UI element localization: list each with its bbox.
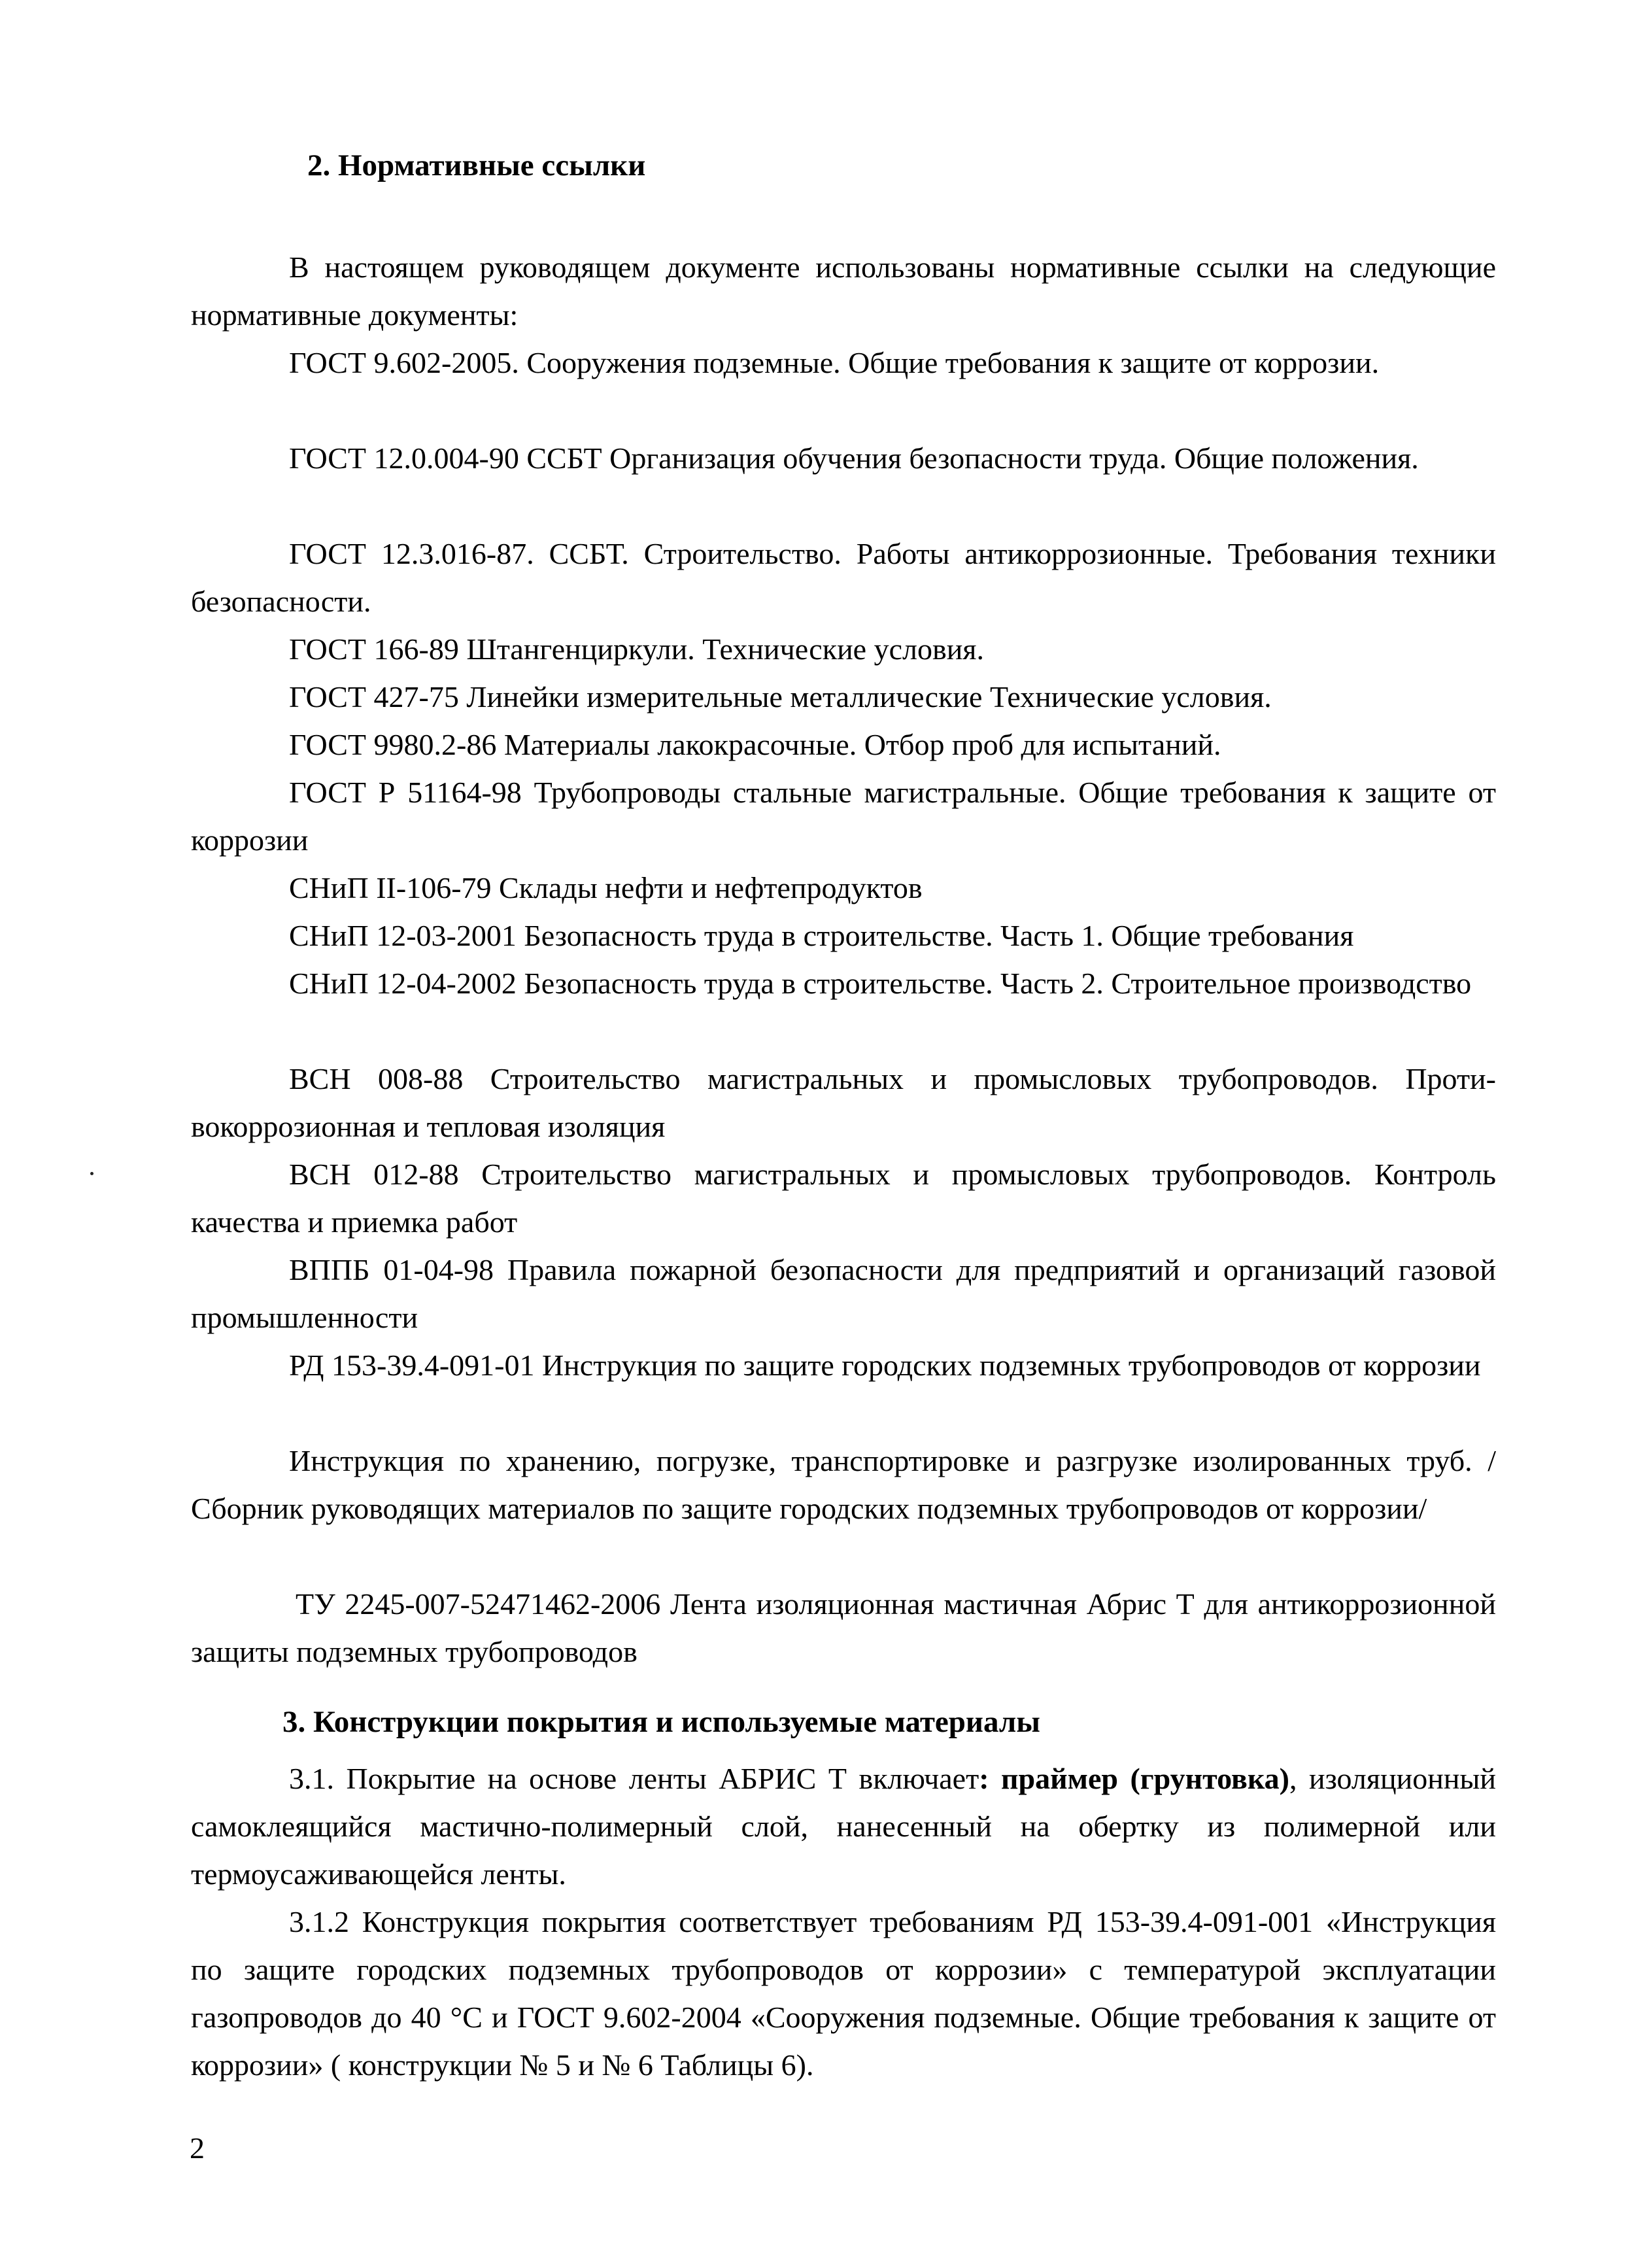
reference-item: СНиП 12-03-2001 Безопасность труда в строительстве. Часть 1. Общие требования bbox=[289, 919, 1354, 952]
reference-item: ГОСТ 9.602-2005. Сооружения подземные. Общие требования к защите от коррозии. bbox=[289, 346, 1380, 379]
bold-term: : праймер (грунтовка) bbox=[979, 1762, 1289, 1795]
reference-item: ГОСТ 12.3.016-87. ССБТ. Строительство. Работы антикоррозионные. Требования техники безопасности. bbox=[191, 537, 1496, 618]
reference-item: ВСН 012-88 Строительство магистральных и промысловых трубопроводов. Контроль качества и приемка работ bbox=[191, 1158, 1496, 1239]
reference-item: СНиП II-106-79 Склады нефти и нефтепродуктов bbox=[289, 871, 923, 904]
reference-item: ГОСТ 9980.2-86 Материалы лакокрасочные. Отбор проб для испытаний. bbox=[289, 728, 1221, 761]
section-3-paragraph-2: 3.1.2 Конструкция покрытия соответствует требованиям РД 153-39.4-091-001 «Инструкция по защите городских подземных трубопроводов от коррозии» с температурой эксплуатации газопроводов до 40 °С и ГОСТ 9.602-2004 «Сооружения подземные. Общие требования к защите от коррозии» ( конструкции № 5 и № 6 Таблицы 6). bbox=[191, 1905, 1496, 2082]
reference-item: ГОСТ 166-89 Штангенциркули. Технические условия. bbox=[289, 632, 984, 666]
reference-item: ГОСТ 12.0.004-90 ССБТ Организация обучения безопасности труда. Общие положения. bbox=[289, 441, 1419, 475]
paragraph-text: 3.1. Покрытие на основе ленты АБРИС Т включает bbox=[289, 1762, 979, 1795]
section-3-paragraph-1 bbox=[191, 1755, 1496, 1898]
reference-item: СНиП 12-04-2002 Безопасность труда в строительстве. Часть 2. Строительное производство bbox=[289, 967, 1472, 1000]
reference-item: РД 153-39.4-091-01 Инструкция по защите городских подземных трубопроводов от коррозии bbox=[289, 1349, 1481, 1382]
reference-item: ВСН 008-88 Строительство магистральных и промысловых трубопроводов. Противокоррозионная и тепловая изоляция bbox=[191, 1062, 1496, 1143]
reference-item: ВППБ 01-04-98 Правила пожарной безопасности для предприятий и организаций газовой промышленности bbox=[191, 1253, 1496, 1334]
scan-speck bbox=[90, 1172, 94, 1175]
section-2-intro: В настоящем руководящем документе использованы нормативные ссылки на следующие нормативные документы: bbox=[191, 250, 1496, 332]
reference-item: ГОСТ Р 51164-98 Трубопроводы стальные магистральные. Общие требования к защите от коррозии bbox=[191, 776, 1496, 857]
reference-item: ГОСТ 427-75 Линейки измерительные металлические Технические условия. bbox=[289, 680, 1272, 713]
section-3-heading: 3. Конструкции покрытия и используемые материалы bbox=[282, 1705, 1040, 1739]
reference-item: ТУ 2245-007-52471462-2006 Лента изоляционная мастичная Абрис Т для антикоррозионной защиты подземных трубопроводов bbox=[191, 1587, 1496, 1668]
page-number: 2 bbox=[190, 2131, 205, 2165]
reference-item: Инструкция по хранению, погрузке, транспортировке и разгрузке изолированных труб. /Сборник руководящих материалов по защите городских подземных трубопроводов от коррозии/ bbox=[191, 1444, 1496, 1525]
paragraph-text: , изоляционный самоклеящийся мастично-полимерный слой, нанесенный на обертку из полимерной или термоусаживающейся ленты. bbox=[191, 1762, 1496, 1891]
section-2-heading: 2. Нормативные ссылки bbox=[307, 148, 646, 182]
